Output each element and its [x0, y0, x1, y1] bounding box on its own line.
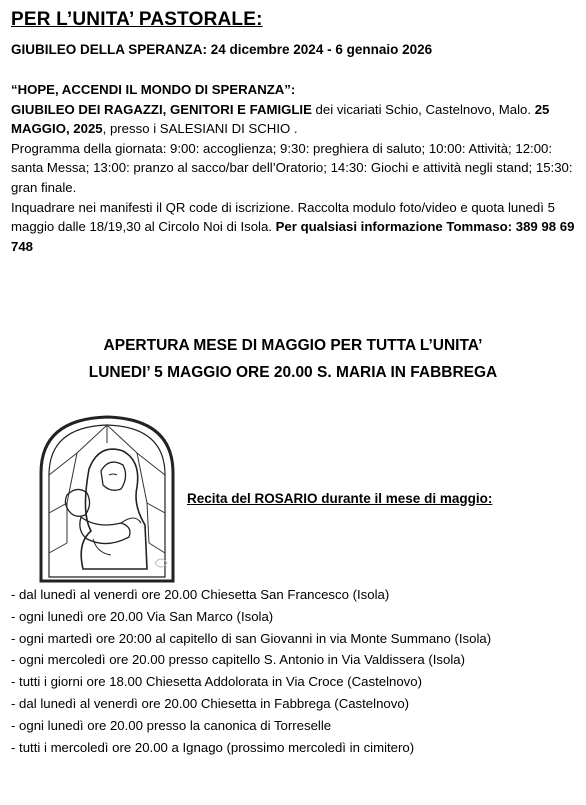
event-contact: Per qualsiasi informazione Tommaso: 389 98 69 748 — [11, 219, 575, 254]
list-item: - ogni lunedì ore 20.00 presso la canonica di Torreselle — [11, 717, 332, 733]
event-info-text: Inquadrare nei manifesti il QR code di iscrizione. Raccolta modulo foto/video e quota lunedì 5 maggio dalle 18/19,30 al Circolo Noi di Isola. — [11, 199, 555, 235]
list-item: - dal lunedì al venerdì ore 20.00 Chiesetta in Fabbrega (Castelnovo) — [11, 695, 410, 711]
list-item: - ogni mercoledì ore 20.00 presso capitello S. Antonio in Via Valdissera (Isola) — [11, 652, 465, 668]
event-date: 25 MAGGIO, 2025 — [11, 101, 550, 137]
event-name: GIUBILEO DEI RAGAZZI, GENITORI E FAMIGLIE — [11, 101, 312, 117]
list-item: - ogni martedì ore 20:00 al capitello di san Giovanni in via Monte Summano (Isola) — [11, 630, 492, 646]
list-item: - tutti i mercoledì ore 20.00 a Ignago (prossimo mercoledì in cimitero) — [11, 739, 415, 755]
event-description — [11, 100, 579, 139]
opening-line-1: APERTURA MESE DI MAGGIO PER TUTTA L’UNITA’ — [103, 337, 483, 354]
madonna-stained-glass-icon — [37, 413, 177, 583]
list-item: - dal lunedì al venerdì ore 20.00 Chiesetta San Francesco (Isola) — [11, 587, 390, 602]
list-item: - ogni lunedì ore 20.00 Via San Marco (Isola) — [11, 608, 274, 624]
event-vicariati: dei vicariati Schio, Castelnovo, Malo. — [311, 101, 535, 117]
event-place: , presso i SALESIANI DI SCHIO . — [102, 121, 298, 137]
opening-line-2: LUNEDI’ 5 MAGGIO ORE 20.00 S. MARIA IN FABBREGA — [88, 364, 498, 381]
rosario-schedule-list — [11, 584, 581, 758]
event-program: Programma della giornata: 9:00: accoglienza; 9:30: preghiera di saluto; 10:00: Attività; 12:00: santa Messa; 13:00: pranzo al sacco/bar dell’Oratorio; 14:30: Giochi e attività negli stand; 15:30: gran finale. — [11, 140, 573, 195]
page-title: PER L’UNITA’ PASTORALE: — [11, 9, 263, 30]
list-item: - tutti i giorni ore 18.00 Chiesetta Addolorata in Via Croce (Castelnovo) — [11, 674, 422, 690]
rosario-heading: Recita del ROSARIO durante il mese di maggio: — [187, 491, 493, 506]
event-info — [11, 198, 579, 257]
event-motto: “HOPE, ACCENDI IL MONDO DI SPERANZA”: — [11, 82, 296, 97]
event-block — [11, 80, 579, 256]
giubileo-heading: GIUBILEO DELLA SPERANZA: 24 dicembre 2024 - 6 gennaio 2026 — [11, 42, 433, 57]
